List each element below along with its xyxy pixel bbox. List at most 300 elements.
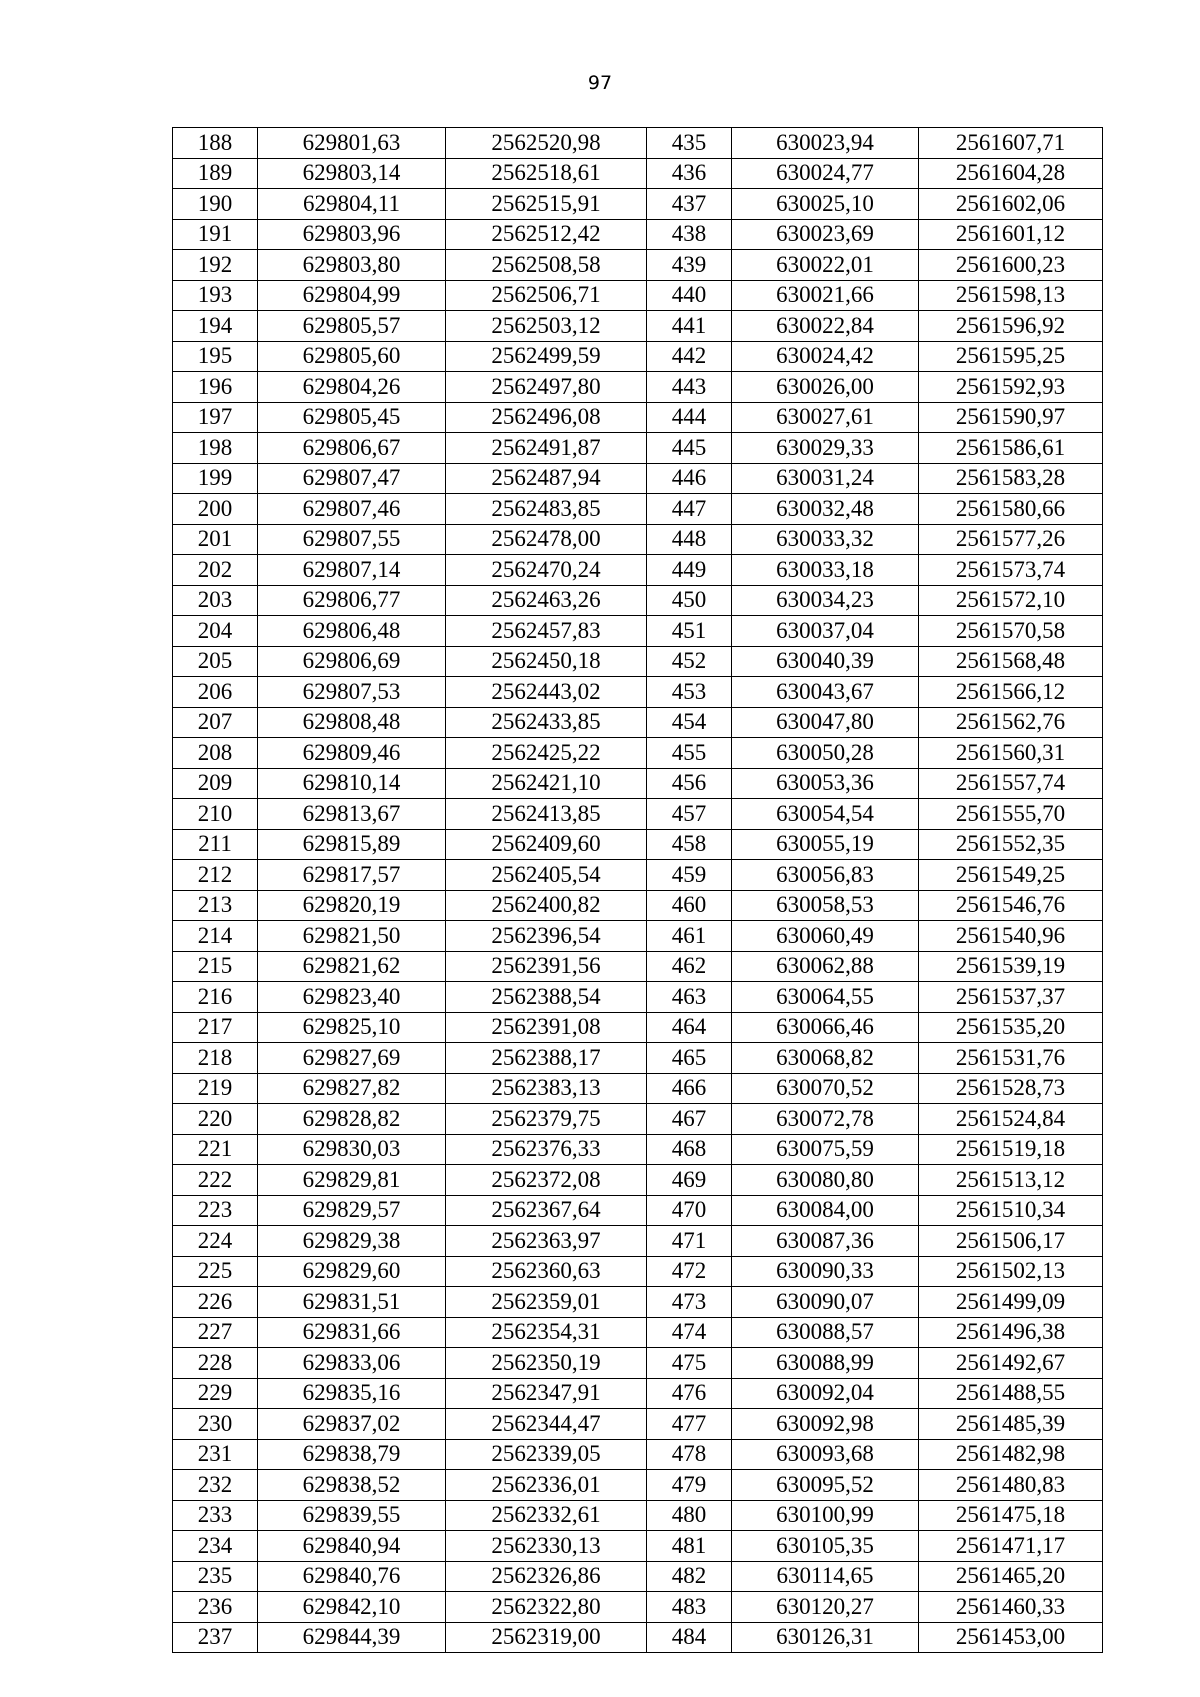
x-coordinate-cell: 629839,55 xyxy=(258,1500,446,1531)
point-number-cell: 444 xyxy=(647,402,732,433)
x-coordinate-cell: 630068,82 xyxy=(732,1043,919,1074)
point-number-cell: 236 xyxy=(173,1592,258,1623)
x-coordinate-cell: 630033,18 xyxy=(732,555,919,586)
y-coordinate-cell: 2561607,71 xyxy=(919,128,1103,159)
y-coordinate-cell: 2562409,60 xyxy=(446,829,647,860)
table-row xyxy=(173,1104,1103,1135)
x-coordinate-cell: 629821,50 xyxy=(258,921,446,952)
y-coordinate-cell: 2562520,98 xyxy=(446,128,647,159)
x-coordinate-cell: 630066,46 xyxy=(732,1012,919,1043)
x-coordinate-cell: 629831,66 xyxy=(258,1317,446,1348)
point-number-cell: 453 xyxy=(647,677,732,708)
y-coordinate-cell: 2561506,17 xyxy=(919,1226,1103,1257)
x-coordinate-cell: 629804,26 xyxy=(258,372,446,403)
point-number-cell: 473 xyxy=(647,1287,732,1318)
y-coordinate-cell: 2562339,05 xyxy=(446,1439,647,1470)
x-coordinate-cell: 629806,48 xyxy=(258,616,446,647)
y-coordinate-cell: 2561492,67 xyxy=(919,1348,1103,1379)
x-coordinate-cell: 629807,14 xyxy=(258,555,446,586)
x-coordinate-cell: 630056,83 xyxy=(732,860,919,891)
table-row xyxy=(173,799,1103,830)
point-number-cell: 438 xyxy=(647,219,732,250)
table-row xyxy=(173,219,1103,250)
y-coordinate-cell: 2561482,98 xyxy=(919,1439,1103,1470)
point-number-cell: 456 xyxy=(647,768,732,799)
point-number-cell: 452 xyxy=(647,646,732,677)
point-number-cell: 469 xyxy=(647,1165,732,1196)
point-number-cell: 225 xyxy=(173,1256,258,1287)
y-coordinate-cell: 2562367,64 xyxy=(446,1195,647,1226)
table-row xyxy=(173,1317,1103,1348)
table-row xyxy=(173,1378,1103,1409)
x-coordinate-cell: 629830,03 xyxy=(258,1134,446,1165)
y-coordinate-cell: 2562421,10 xyxy=(446,768,647,799)
point-number-cell: 223 xyxy=(173,1195,258,1226)
x-coordinate-cell: 630064,55 xyxy=(732,982,919,1013)
x-coordinate-cell: 630114,65 xyxy=(732,1561,919,1592)
y-coordinate-cell: 2561573,74 xyxy=(919,555,1103,586)
x-coordinate-cell: 630024,77 xyxy=(732,158,919,189)
y-coordinate-cell: 2561540,96 xyxy=(919,921,1103,952)
point-number-cell: 439 xyxy=(647,250,732,281)
x-coordinate-cell: 630090,07 xyxy=(732,1287,919,1318)
x-coordinate-cell: 630034,23 xyxy=(732,585,919,616)
x-coordinate-cell: 630050,28 xyxy=(732,738,919,769)
y-coordinate-cell: 2561460,33 xyxy=(919,1592,1103,1623)
x-coordinate-cell: 629807,47 xyxy=(258,463,446,494)
x-coordinate-cell: 629807,53 xyxy=(258,677,446,708)
point-number-cell: 450 xyxy=(647,585,732,616)
y-coordinate-cell: 2561535,20 xyxy=(919,1012,1103,1043)
point-number-cell: 478 xyxy=(647,1439,732,1470)
x-coordinate-cell: 629817,57 xyxy=(258,860,446,891)
point-number-cell: 446 xyxy=(647,463,732,494)
point-number-cell: 483 xyxy=(647,1592,732,1623)
x-coordinate-cell: 629809,46 xyxy=(258,738,446,769)
y-coordinate-cell: 2562363,97 xyxy=(446,1226,647,1257)
x-coordinate-cell: 629837,02 xyxy=(258,1409,446,1440)
y-coordinate-cell: 2561496,38 xyxy=(919,1317,1103,1348)
x-coordinate-cell: 629827,69 xyxy=(258,1043,446,1074)
y-coordinate-cell: 2562336,01 xyxy=(446,1470,647,1501)
point-number-cell: 190 xyxy=(173,189,258,220)
y-coordinate-cell: 2562506,71 xyxy=(446,280,647,311)
point-number-cell: 191 xyxy=(173,219,258,250)
y-coordinate-cell: 2562491,87 xyxy=(446,433,647,464)
y-coordinate-cell: 2562379,75 xyxy=(446,1104,647,1135)
x-coordinate-cell: 629808,48 xyxy=(258,707,446,738)
point-number-cell: 231 xyxy=(173,1439,258,1470)
y-coordinate-cell: 2561475,18 xyxy=(919,1500,1103,1531)
point-number-cell: 221 xyxy=(173,1134,258,1165)
x-coordinate-cell: 630037,04 xyxy=(732,616,919,647)
y-coordinate-cell: 2562388,54 xyxy=(446,982,647,1013)
point-number-cell: 449 xyxy=(647,555,732,586)
point-number-cell: 198 xyxy=(173,433,258,464)
coordinates-table xyxy=(172,127,1103,1653)
point-number-cell: 441 xyxy=(647,311,732,342)
point-number-cell: 207 xyxy=(173,707,258,738)
y-coordinate-cell: 2562515,91 xyxy=(446,189,647,220)
point-number-cell: 188 xyxy=(173,128,258,159)
point-number-cell: 475 xyxy=(647,1348,732,1379)
x-coordinate-cell: 629823,40 xyxy=(258,982,446,1013)
y-coordinate-cell: 2562463,26 xyxy=(446,585,647,616)
point-number-cell: 462 xyxy=(647,951,732,982)
y-coordinate-cell: 2561453,00 xyxy=(919,1622,1103,1653)
x-coordinate-cell: 629831,51 xyxy=(258,1287,446,1318)
y-coordinate-cell: 2562499,59 xyxy=(446,341,647,372)
point-number-cell: 484 xyxy=(647,1622,732,1653)
table-row xyxy=(173,311,1103,342)
y-coordinate-cell: 2562425,22 xyxy=(446,738,647,769)
y-coordinate-cell: 2562470,24 xyxy=(446,555,647,586)
y-coordinate-cell: 2561592,93 xyxy=(919,372,1103,403)
y-coordinate-cell: 2562405,54 xyxy=(446,860,647,891)
x-coordinate-cell: 630092,04 xyxy=(732,1378,919,1409)
table-row xyxy=(173,707,1103,738)
y-coordinate-cell: 2562322,80 xyxy=(446,1592,647,1623)
x-coordinate-cell: 630031,24 xyxy=(732,463,919,494)
table-row xyxy=(173,677,1103,708)
x-coordinate-cell: 629820,19 xyxy=(258,890,446,921)
x-coordinate-cell: 629828,82 xyxy=(258,1104,446,1135)
x-coordinate-cell: 630088,57 xyxy=(732,1317,919,1348)
y-coordinate-cell: 2561524,84 xyxy=(919,1104,1103,1135)
x-coordinate-cell: 630100,99 xyxy=(732,1500,919,1531)
y-coordinate-cell: 2561590,97 xyxy=(919,402,1103,433)
y-coordinate-cell: 2561602,06 xyxy=(919,189,1103,220)
table-row xyxy=(173,555,1103,586)
table-row xyxy=(173,1012,1103,1043)
y-coordinate-cell: 2562413,85 xyxy=(446,799,647,830)
y-coordinate-cell: 2561488,55 xyxy=(919,1378,1103,1409)
x-coordinate-cell: 629840,94 xyxy=(258,1531,446,1562)
point-number-cell: 436 xyxy=(647,158,732,189)
x-coordinate-cell: 630126,31 xyxy=(732,1622,919,1653)
point-number-cell: 464 xyxy=(647,1012,732,1043)
table-row xyxy=(173,829,1103,860)
table-row xyxy=(173,646,1103,677)
point-number-cell: 454 xyxy=(647,707,732,738)
x-coordinate-cell: 630087,36 xyxy=(732,1226,919,1257)
y-coordinate-cell: 2561595,25 xyxy=(919,341,1103,372)
y-coordinate-cell: 2562354,31 xyxy=(446,1317,647,1348)
x-coordinate-cell: 630053,36 xyxy=(732,768,919,799)
table-row xyxy=(173,1226,1103,1257)
table-row xyxy=(173,1073,1103,1104)
x-coordinate-cell: 629835,16 xyxy=(258,1378,446,1409)
point-number-cell: 218 xyxy=(173,1043,258,1074)
table-row xyxy=(173,1256,1103,1287)
y-coordinate-cell: 2561568,48 xyxy=(919,646,1103,677)
point-number-cell: 465 xyxy=(647,1043,732,1074)
x-coordinate-cell: 630023,94 xyxy=(732,128,919,159)
y-coordinate-cell: 2562512,42 xyxy=(446,219,647,250)
point-number-cell: 192 xyxy=(173,250,258,281)
y-coordinate-cell: 2561566,12 xyxy=(919,677,1103,708)
x-coordinate-cell: 630022,01 xyxy=(732,250,919,281)
x-coordinate-cell: 630060,49 xyxy=(732,921,919,952)
y-coordinate-cell: 2562433,85 xyxy=(446,707,647,738)
y-coordinate-cell: 2562332,61 xyxy=(446,1500,647,1531)
x-coordinate-cell: 629803,80 xyxy=(258,250,446,281)
point-number-cell: 215 xyxy=(173,951,258,982)
point-number-cell: 200 xyxy=(173,494,258,525)
y-coordinate-cell: 2562359,01 xyxy=(446,1287,647,1318)
x-coordinate-cell: 629806,67 xyxy=(258,433,446,464)
point-number-cell: 205 xyxy=(173,646,258,677)
x-coordinate-cell: 630075,59 xyxy=(732,1134,919,1165)
y-coordinate-cell: 2561465,20 xyxy=(919,1561,1103,1592)
x-coordinate-cell: 629806,77 xyxy=(258,585,446,616)
y-coordinate-cell: 2562372,08 xyxy=(446,1165,647,1196)
x-coordinate-cell: 630022,84 xyxy=(732,311,919,342)
table-row xyxy=(173,1592,1103,1623)
table-row xyxy=(173,402,1103,433)
point-number-cell: 197 xyxy=(173,402,258,433)
point-number-cell: 467 xyxy=(647,1104,732,1135)
x-coordinate-cell: 630080,80 xyxy=(732,1165,919,1196)
x-coordinate-cell: 629810,14 xyxy=(258,768,446,799)
point-number-cell: 437 xyxy=(647,189,732,220)
table-row xyxy=(173,1531,1103,1562)
y-coordinate-cell: 2561471,17 xyxy=(919,1531,1103,1562)
x-coordinate-cell: 630055,19 xyxy=(732,829,919,860)
point-number-cell: 228 xyxy=(173,1348,258,1379)
y-coordinate-cell: 2562326,86 xyxy=(446,1561,647,1592)
page-number: 97 xyxy=(587,72,613,94)
y-coordinate-cell: 2561537,37 xyxy=(919,982,1103,1013)
x-coordinate-cell: 630058,53 xyxy=(732,890,919,921)
point-number-cell: 195 xyxy=(173,341,258,372)
x-coordinate-cell: 629805,57 xyxy=(258,311,446,342)
point-number-cell: 206 xyxy=(173,677,258,708)
y-coordinate-cell: 2561485,39 xyxy=(919,1409,1103,1440)
point-number-cell: 209 xyxy=(173,768,258,799)
x-coordinate-cell: 629804,11 xyxy=(258,189,446,220)
y-coordinate-cell: 2562450,18 xyxy=(446,646,647,677)
x-coordinate-cell: 629805,45 xyxy=(258,402,446,433)
y-coordinate-cell: 2561600,23 xyxy=(919,250,1103,281)
point-number-cell: 214 xyxy=(173,921,258,952)
x-coordinate-cell: 629829,57 xyxy=(258,1195,446,1226)
point-number-cell: 466 xyxy=(647,1073,732,1104)
x-coordinate-cell: 630093,68 xyxy=(732,1439,919,1470)
table-row xyxy=(173,616,1103,647)
y-coordinate-cell: 2561570,58 xyxy=(919,616,1103,647)
point-number-cell: 210 xyxy=(173,799,258,830)
x-coordinate-cell: 630095,52 xyxy=(732,1470,919,1501)
y-coordinate-cell: 2561596,92 xyxy=(919,311,1103,342)
y-coordinate-cell: 2562478,00 xyxy=(446,524,647,555)
table-row xyxy=(173,951,1103,982)
table-row xyxy=(173,738,1103,769)
point-number-cell: 232 xyxy=(173,1470,258,1501)
point-number-cell: 211 xyxy=(173,829,258,860)
y-coordinate-cell: 2561528,73 xyxy=(919,1073,1103,1104)
table-row xyxy=(173,1195,1103,1226)
y-coordinate-cell: 2562508,58 xyxy=(446,250,647,281)
point-number-cell: 216 xyxy=(173,982,258,1013)
x-coordinate-cell: 629821,62 xyxy=(258,951,446,982)
x-coordinate-cell: 630088,99 xyxy=(732,1348,919,1379)
point-number-cell: 474 xyxy=(647,1317,732,1348)
x-coordinate-cell: 629803,14 xyxy=(258,158,446,189)
table-row xyxy=(173,158,1103,189)
point-number-cell: 479 xyxy=(647,1470,732,1501)
point-number-cell: 470 xyxy=(647,1195,732,1226)
x-coordinate-cell: 630025,10 xyxy=(732,189,919,220)
y-coordinate-cell: 2561557,74 xyxy=(919,768,1103,799)
x-coordinate-cell: 629806,69 xyxy=(258,646,446,677)
x-coordinate-cell: 629833,06 xyxy=(258,1348,446,1379)
y-coordinate-cell: 2561560,31 xyxy=(919,738,1103,769)
y-coordinate-cell: 2561502,13 xyxy=(919,1256,1103,1287)
table-row xyxy=(173,860,1103,891)
point-number-cell: 202 xyxy=(173,555,258,586)
table-row xyxy=(173,1043,1103,1074)
y-coordinate-cell: 2562344,47 xyxy=(446,1409,647,1440)
x-coordinate-cell: 630120,27 xyxy=(732,1592,919,1623)
point-number-cell: 459 xyxy=(647,860,732,891)
point-number-cell: 458 xyxy=(647,829,732,860)
y-coordinate-cell: 2562330,13 xyxy=(446,1531,647,1562)
x-coordinate-cell: 630032,48 xyxy=(732,494,919,525)
point-number-cell: 235 xyxy=(173,1561,258,1592)
x-coordinate-cell: 630072,78 xyxy=(732,1104,919,1135)
x-coordinate-cell: 629840,76 xyxy=(258,1561,446,1592)
table-row xyxy=(173,1470,1103,1501)
table-row xyxy=(173,250,1103,281)
table-row xyxy=(173,768,1103,799)
x-coordinate-cell: 630024,42 xyxy=(732,341,919,372)
y-coordinate-cell: 2561546,76 xyxy=(919,890,1103,921)
y-coordinate-cell: 2562518,61 xyxy=(446,158,647,189)
point-number-cell: 196 xyxy=(173,372,258,403)
x-coordinate-cell: 629801,63 xyxy=(258,128,446,159)
x-coordinate-cell: 629844,39 xyxy=(258,1622,446,1653)
y-coordinate-cell: 2561562,76 xyxy=(919,707,1103,738)
point-number-cell: 222 xyxy=(173,1165,258,1196)
table-row xyxy=(173,524,1103,555)
table-row xyxy=(173,1134,1103,1165)
table-row xyxy=(173,1500,1103,1531)
x-coordinate-cell: 630047,80 xyxy=(732,707,919,738)
point-number-cell: 442 xyxy=(647,341,732,372)
y-coordinate-cell: 2562391,08 xyxy=(446,1012,647,1043)
x-coordinate-cell: 630026,00 xyxy=(732,372,919,403)
x-coordinate-cell: 630033,32 xyxy=(732,524,919,555)
point-number-cell: 233 xyxy=(173,1500,258,1531)
table-row xyxy=(173,372,1103,403)
point-number-cell: 451 xyxy=(647,616,732,647)
table-row xyxy=(173,1409,1103,1440)
x-coordinate-cell: 629842,10 xyxy=(258,1592,446,1623)
y-coordinate-cell: 2562350,19 xyxy=(446,1348,647,1379)
point-number-cell: 440 xyxy=(647,280,732,311)
y-coordinate-cell: 2562503,12 xyxy=(446,311,647,342)
point-number-cell: 193 xyxy=(173,280,258,311)
point-number-cell: 204 xyxy=(173,616,258,647)
point-number-cell: 224 xyxy=(173,1226,258,1257)
x-coordinate-cell: 630040,39 xyxy=(732,646,919,677)
table-row xyxy=(173,1439,1103,1470)
point-number-cell: 217 xyxy=(173,1012,258,1043)
y-coordinate-cell: 2561598,13 xyxy=(919,280,1103,311)
table-row xyxy=(173,189,1103,220)
point-number-cell: 227 xyxy=(173,1317,258,1348)
table-row xyxy=(173,1348,1103,1379)
point-number-cell: 445 xyxy=(647,433,732,464)
x-coordinate-cell: 629813,67 xyxy=(258,799,446,830)
point-number-cell: 477 xyxy=(647,1409,732,1440)
x-coordinate-cell: 629827,82 xyxy=(258,1073,446,1104)
y-coordinate-cell: 2562497,80 xyxy=(446,372,647,403)
table-row xyxy=(173,463,1103,494)
table-row xyxy=(173,921,1103,952)
point-number-cell: 448 xyxy=(647,524,732,555)
table-row xyxy=(173,128,1103,159)
y-coordinate-cell: 2562400,82 xyxy=(446,890,647,921)
coordinates-table-body xyxy=(173,128,1103,1653)
point-number-cell: 482 xyxy=(647,1561,732,1592)
x-coordinate-cell: 629825,10 xyxy=(258,1012,446,1043)
y-coordinate-cell: 2561513,12 xyxy=(919,1165,1103,1196)
x-coordinate-cell: 629804,99 xyxy=(258,280,446,311)
point-number-cell: 237 xyxy=(173,1622,258,1653)
point-number-cell: 471 xyxy=(647,1226,732,1257)
point-number-cell: 468 xyxy=(647,1134,732,1165)
point-number-cell: 189 xyxy=(173,158,258,189)
table-row xyxy=(173,1561,1103,1592)
point-number-cell: 199 xyxy=(173,463,258,494)
y-coordinate-cell: 2562319,00 xyxy=(446,1622,647,1653)
y-coordinate-cell: 2562347,91 xyxy=(446,1378,647,1409)
x-coordinate-cell: 629815,89 xyxy=(258,829,446,860)
y-coordinate-cell: 2561586,61 xyxy=(919,433,1103,464)
y-coordinate-cell: 2562483,85 xyxy=(446,494,647,525)
table-row xyxy=(173,890,1103,921)
x-coordinate-cell: 630054,54 xyxy=(732,799,919,830)
point-number-cell: 226 xyxy=(173,1287,258,1318)
y-coordinate-cell: 2561480,83 xyxy=(919,1470,1103,1501)
y-coordinate-cell: 2562396,54 xyxy=(446,921,647,952)
y-coordinate-cell: 2562391,56 xyxy=(446,951,647,982)
point-number-cell: 219 xyxy=(173,1073,258,1104)
table-row xyxy=(173,280,1103,311)
x-coordinate-cell: 630062,88 xyxy=(732,951,919,982)
x-coordinate-cell: 630021,66 xyxy=(732,280,919,311)
x-coordinate-cell: 630043,67 xyxy=(732,677,919,708)
point-number-cell: 481 xyxy=(647,1531,732,1562)
x-coordinate-cell: 629803,96 xyxy=(258,219,446,250)
table-row xyxy=(173,1287,1103,1318)
point-number-cell: 229 xyxy=(173,1378,258,1409)
x-coordinate-cell: 629838,52 xyxy=(258,1470,446,1501)
x-coordinate-cell: 629805,60 xyxy=(258,341,446,372)
y-coordinate-cell: 2561580,66 xyxy=(919,494,1103,525)
x-coordinate-cell: 629807,55 xyxy=(258,524,446,555)
point-number-cell: 212 xyxy=(173,860,258,891)
point-number-cell: 234 xyxy=(173,1531,258,1562)
x-coordinate-cell: 630105,35 xyxy=(732,1531,919,1562)
x-coordinate-cell: 630023,69 xyxy=(732,219,919,250)
y-coordinate-cell: 2561552,35 xyxy=(919,829,1103,860)
y-coordinate-cell: 2562496,08 xyxy=(446,402,647,433)
point-number-cell: 203 xyxy=(173,585,258,616)
y-coordinate-cell: 2561601,12 xyxy=(919,219,1103,250)
